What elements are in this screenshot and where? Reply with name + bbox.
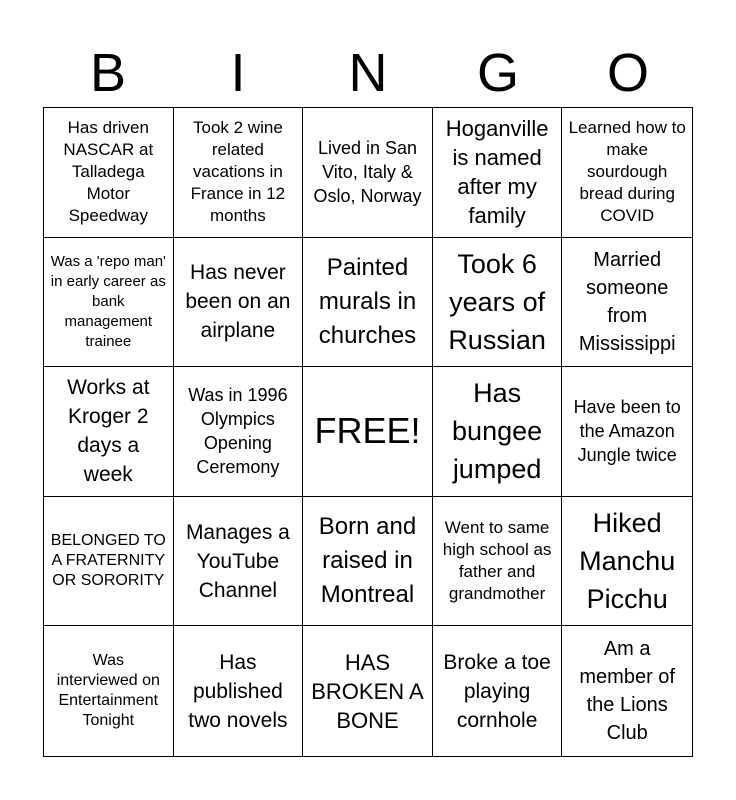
bingo-cell[interactable]: BELONGED TO A FRATERNITY OR SORORITY: [44, 497, 174, 627]
bingo-cell[interactable]: Manages a YouTube Channel: [174, 497, 304, 627]
header-letter-n: N: [348, 43, 388, 103]
bingo-cell[interactable]: Hiked Manchu Picchu: [562, 497, 692, 627]
bingo-cell[interactable]: Broke a toe playing cornhole: [433, 626, 563, 756]
bingo-cell[interactable]: Works at Kroger 2 days a week: [44, 367, 174, 497]
bingo-cell[interactable]: Hoganville is named after my family: [433, 108, 563, 238]
bingo-cell[interactable]: Has bungee jumped: [433, 367, 563, 497]
bingo-grid: [43, 107, 693, 757]
bingo-cell[interactable]: Married someone from Mississippi: [562, 238, 692, 368]
bingo-cell[interactable]: Was interviewed on Entertainment Tonight: [44, 626, 174, 756]
bingo-cell[interactable]: Has published two novels: [174, 626, 304, 756]
header-letter-o: O: [606, 43, 649, 103]
bingo-header: [43, 40, 693, 106]
header-letter-i: I: [230, 43, 246, 103]
header-letter-b: B: [89, 43, 127, 103]
bingo-cell[interactable]: Has driven NASCAR at Talladega Motor Speedway: [44, 108, 174, 238]
bingo-cell[interactable]: Learned how to make sourdough bread during COVID: [562, 108, 692, 238]
bingo-cell[interactable]: Am a member of the Lions Club: [579, 638, 675, 745]
bingo-cell[interactable]: HAS BROKEN A BONE: [303, 626, 433, 756]
free-space[interactable]: FREE!: [303, 367, 433, 497]
bingo-cell[interactable]: Was a 'repo man' in early career as bank management trainee: [44, 238, 174, 368]
bingo-cell[interactable]: Was in 1996 Olympics Opening Ceremony: [174, 367, 304, 497]
bingo-cell[interactable]: Painted murals in churches: [303, 238, 433, 368]
bingo-cell[interactable]: Has never been on an airplane: [174, 238, 304, 368]
bingo-cell[interactable]: Have been to the Amazon Jungle twice: [562, 367, 692, 497]
bingo-cell[interactable]: Lived in San Vito, Italy & Oslo, Norway: [303, 108, 433, 238]
header-letter-g: G: [476, 43, 519, 103]
bingo-cell[interactable]: Went to same high school as father and grandmother: [433, 497, 563, 627]
bingo-cell[interactable]: Born and raised in Montreal: [303, 497, 433, 627]
bingo-cell[interactable]: Took 6 years of Russian: [433, 238, 563, 368]
bingo-cell[interactable]: Took 2 wine related vacations in France in 12 months: [174, 108, 304, 238]
